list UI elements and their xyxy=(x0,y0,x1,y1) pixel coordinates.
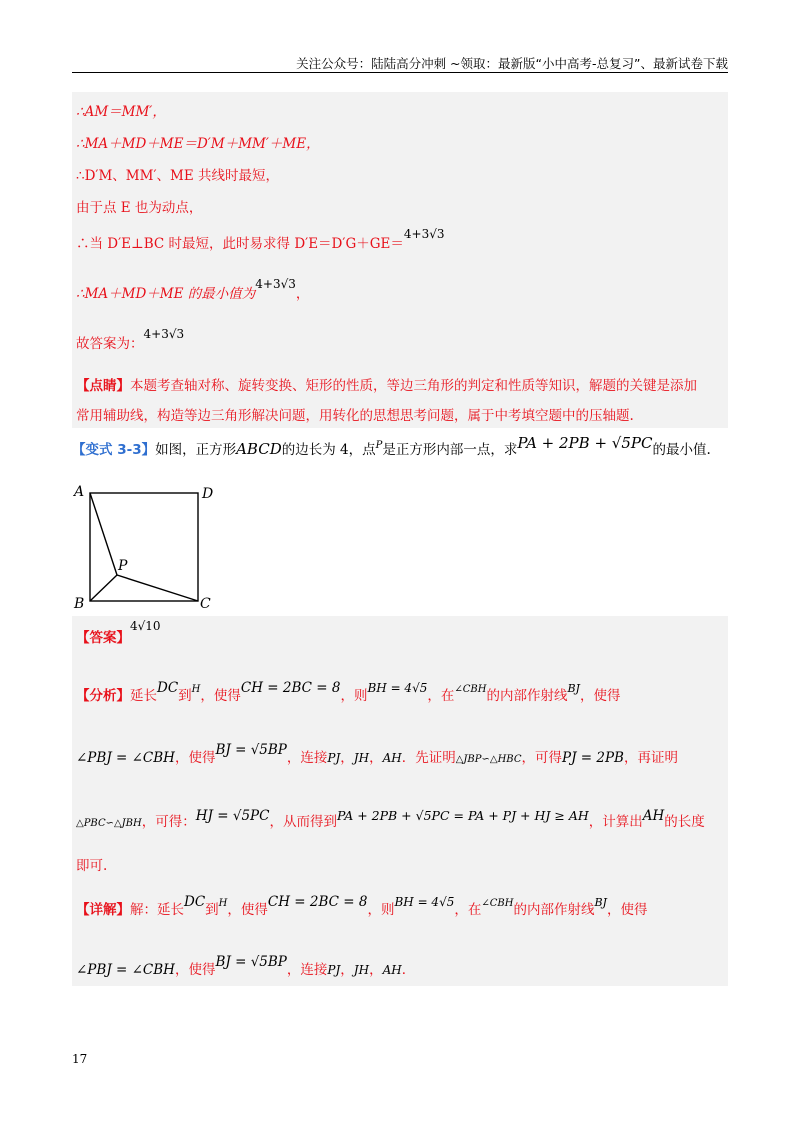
m-bj: BJ xyxy=(567,682,580,695)
line-3-text: ∴D′M、MM′、ME 共线时最短， xyxy=(76,168,279,184)
m-sim2: △PBC∽△JBH xyxy=(76,818,142,829)
t: ，使得 xyxy=(579,688,621,704)
t: ，再证明 xyxy=(623,750,678,766)
t: 的内部作射线 xyxy=(513,902,595,918)
m-ah2: AH xyxy=(642,808,665,824)
m-dc2: DC xyxy=(184,894,206,910)
t: 到 xyxy=(178,688,192,704)
line-6-value: 4+3√3 xyxy=(255,277,296,291)
m-cbh: ∠CBH xyxy=(454,684,487,695)
t: ． xyxy=(401,962,416,978)
solution-panel-top xyxy=(72,92,728,428)
line-5-text: ∴当 D′E⊥BC 时最短，此时易求得 D′E＝D′G＋GE＝ xyxy=(76,236,404,252)
line-7-value: 4+3√3 xyxy=(143,327,185,341)
t: ， xyxy=(340,962,354,978)
square-figure xyxy=(70,480,230,615)
note-line-1 xyxy=(76,374,697,394)
m-pbj2: ∠PBJ = ∠CBH xyxy=(76,962,175,978)
m-jh3: JH xyxy=(353,963,370,977)
t: ，可得： xyxy=(141,814,196,830)
variant-text-4: 的最小值. xyxy=(652,442,711,458)
line-7 xyxy=(76,327,185,352)
line-4 xyxy=(76,196,202,216)
m-bh: BH = 4√5 xyxy=(367,681,428,695)
vertex-a-label: A xyxy=(74,484,85,500)
line-1 xyxy=(76,100,166,120)
t: ，使得 xyxy=(227,902,268,918)
segment-pc xyxy=(117,575,198,601)
line-2 xyxy=(76,132,320,152)
analysis-tag: 【分析】 xyxy=(76,688,130,704)
t: ，可得 xyxy=(521,750,562,766)
note-line-2-text: 常用辅助线，构造等边三角形解决问题，用转化的思想思考问题，属于中考填空题中的压轴题. xyxy=(76,408,634,424)
t: 解：延长 xyxy=(130,902,184,918)
m-bjv2: BJ = √5BP xyxy=(215,954,287,970)
answer-value: 4√10 xyxy=(130,619,161,633)
t: ， xyxy=(340,750,354,766)
vertex-d-label: D xyxy=(202,486,214,502)
t: ，计算出 xyxy=(588,814,643,830)
detail-line-1 xyxy=(76,894,648,918)
t: 即可. xyxy=(76,858,108,874)
segment-pb xyxy=(90,575,117,601)
analysis-line-1 xyxy=(76,680,621,704)
m-dc: DC xyxy=(157,680,179,696)
header-text: 关注公众号：陆陆高分冲刺 ~领取：最新版“小中高考-总复习”、最新试卷下载 xyxy=(296,56,728,71)
t: ．先证明 xyxy=(401,750,456,766)
variant-text-3: 是正方形内部一点，求 xyxy=(382,442,518,458)
t: ，则 xyxy=(340,688,368,704)
t: 到 xyxy=(205,902,219,918)
note-line-2 xyxy=(76,404,634,424)
solution-panel-bottom xyxy=(72,616,728,986)
vertex-c-label: C xyxy=(200,596,211,612)
variant-text-1: 如图，正方形 xyxy=(155,442,237,458)
m-bjv: BJ = √5BP xyxy=(215,742,287,758)
m-pj2: PJ = 2PB xyxy=(561,750,624,766)
t: ，使得 xyxy=(174,962,216,978)
line-4-text: 由于点 E 也为动点， xyxy=(76,200,203,216)
m-pj3: PJ xyxy=(327,963,341,977)
line-2-text: ∴MA＋MD＋ME＝D′M＋MM′＋ME， xyxy=(76,136,320,152)
line-6-end: ， xyxy=(295,286,310,302)
segment-pa xyxy=(90,493,117,575)
note-line-1-text: 本题考查轴对称、旋转变换、矩形的性质，等边三角形的判定和性质等知识，解题的关键是添加 xyxy=(130,378,697,394)
m-h: H xyxy=(191,684,201,695)
page-number: 17 xyxy=(72,1052,88,1066)
line-3 xyxy=(76,164,279,184)
t: 的长度 xyxy=(664,814,705,830)
t: ，使得 xyxy=(606,902,648,918)
m-ah: AH xyxy=(382,751,402,765)
analysis-line-2 xyxy=(76,742,678,766)
t: ，则 xyxy=(367,902,395,918)
point-p: P xyxy=(375,440,383,451)
variant-question xyxy=(72,434,711,458)
t: ，在 xyxy=(454,902,482,918)
header-rule xyxy=(72,72,728,73)
line-6-text: ∴MA＋MD＋ME 的最小值为 xyxy=(76,286,256,302)
note-tag: 【点睛】 xyxy=(76,378,130,394)
m-pj: PJ xyxy=(327,751,341,765)
m-h2: H xyxy=(218,898,228,909)
variant-tag: 【变式 3-3】 xyxy=(72,442,156,458)
answer-line xyxy=(76,619,161,646)
t: 的内部作射线 xyxy=(486,688,568,704)
line-7-text: 故答案为： xyxy=(76,336,144,352)
m-bj2: BJ xyxy=(594,896,607,909)
m-jh: JH xyxy=(353,751,370,765)
m-hj: HJ = √5PC xyxy=(195,808,270,824)
t: ，使得 xyxy=(174,750,216,766)
m-ah3: AH xyxy=(382,963,402,977)
answer-tag: 【答案】 xyxy=(76,630,130,646)
analysis-line-4 xyxy=(76,854,107,874)
m-ch: CH = 2BC = 8 xyxy=(240,680,341,696)
m-ch2: CH = 2BC = 8 xyxy=(267,894,368,910)
t: ，在 xyxy=(427,688,455,704)
page-header xyxy=(72,54,728,74)
t: ， xyxy=(369,962,383,978)
m-pbj: ∠PBJ = ∠CBH xyxy=(76,750,175,766)
line-5-value: 4+3√3 xyxy=(403,227,445,241)
m-bh2: BH = 4√5 xyxy=(394,895,455,909)
point-p-label: P xyxy=(118,558,128,574)
square-name: ABCD xyxy=(236,440,282,458)
line-1-text: ∴AM＝MM′， xyxy=(76,104,166,120)
m-ineq: PA + 2PB + √5PC = PA + PJ + HJ ≥ AH xyxy=(336,808,589,823)
analysis-line-3 xyxy=(76,810,705,830)
m-cbh2: ∠CBH xyxy=(481,898,514,909)
t: ，连接 xyxy=(286,962,328,978)
t: 延长 xyxy=(130,688,157,704)
line-5 xyxy=(76,227,445,252)
target-expression: PA + 2PB + √5PC xyxy=(517,434,653,452)
t: ，从而得到 xyxy=(269,814,337,830)
line-6 xyxy=(76,277,310,302)
variant-text-2: 的边长为 4，点 xyxy=(281,442,376,458)
t: ，连接 xyxy=(286,750,328,766)
m-sim1: △JBP∽△HBC xyxy=(455,754,522,765)
detail-tag: 【详解】 xyxy=(76,902,130,918)
detail-line-2 xyxy=(76,954,416,978)
t: ， xyxy=(369,750,383,766)
vertex-b-label: B xyxy=(74,596,85,612)
t: ，使得 xyxy=(200,688,241,704)
